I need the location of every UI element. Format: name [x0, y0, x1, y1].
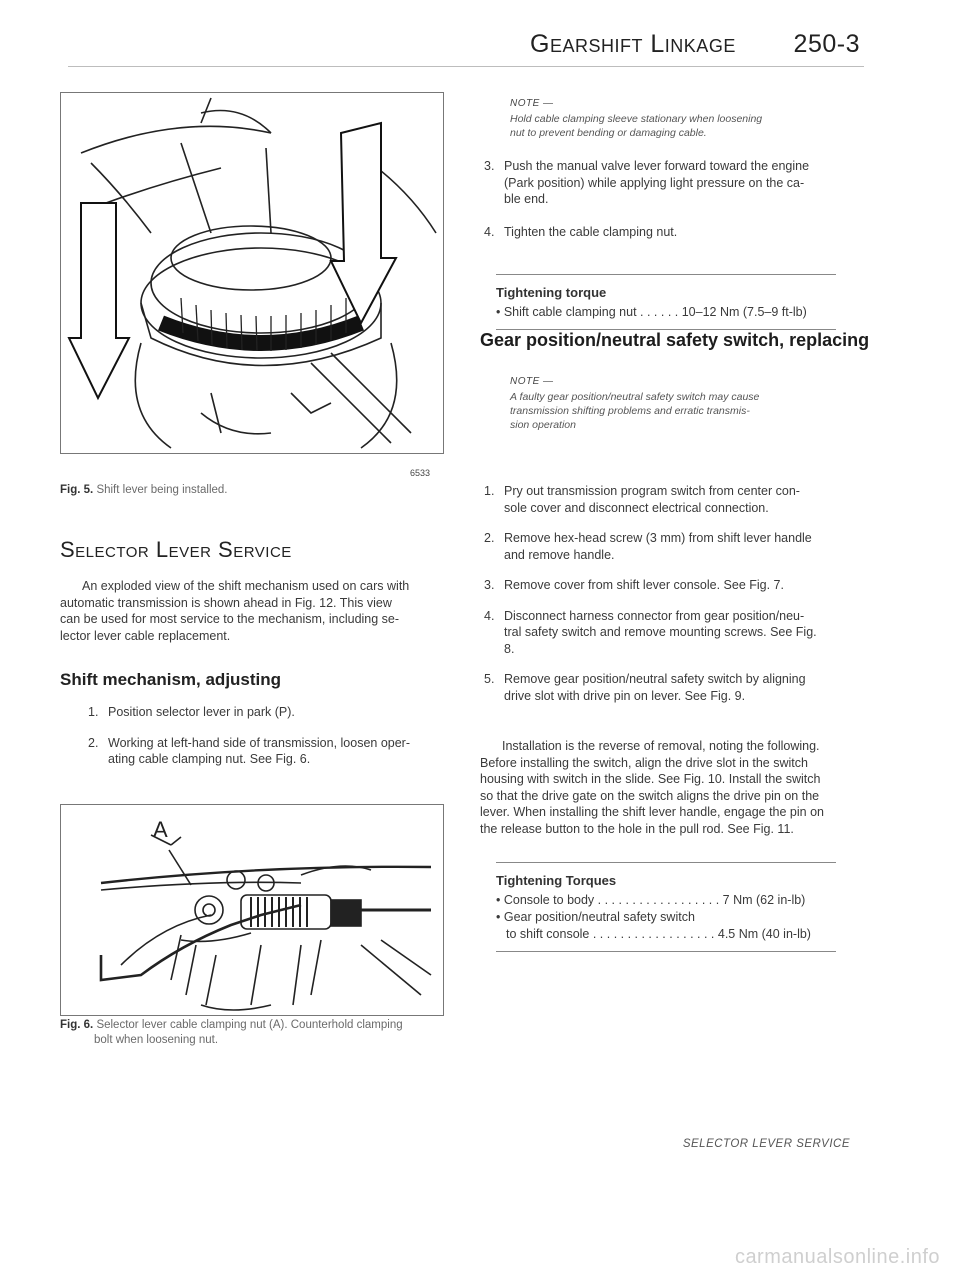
note-line-2: nut to prevent bending or damaging cable. [510, 127, 707, 139]
install-line-4: so that the drive gate on the switch aligns the drive pin on the [480, 788, 820, 803]
figure-5-label: Fig. 5. [60, 484, 94, 496]
torque-spec-2-row-1: • Console to body . . . . . . . . . . . . . . . . . . 7 Nm (62 in-lb) [496, 893, 806, 907]
step-text: Push the manual valve lever forward toward the engine [504, 159, 810, 173]
torque-spec-1-row: • Shift cable clamping nut . . . . . . 10–12 Nm (7.5–9 ft-lb) [496, 305, 807, 319]
adjusting-title: Shift mechanism, adjusting [60, 670, 282, 689]
switch-note-line-1: A faulty gear position/neutral safety switch may cause [510, 391, 760, 403]
list-item [484, 483, 856, 516]
step-number: 2. [88, 735, 99, 750]
page-footer: SELECTOR LEVER SERVICE [682, 1138, 850, 1150]
figure-6-caption-line-2: bolt when loosening nut. [94, 1034, 219, 1046]
page-number: 250-3 [793, 30, 860, 58]
step-number: 5. [484, 672, 495, 686]
step-number: 4. [484, 608, 495, 623]
install-line-2: Before installing the switch, align the drive slot in the switch [480, 755, 808, 770]
step-number: 1. [484, 484, 495, 498]
torque-spec-1 [496, 274, 836, 330]
step-text: Remove cover from shift lever console. See Fig. 7. [504, 578, 784, 592]
figure-6-caption [60, 1018, 450, 1048]
step-text-cont: sole cover and disconnect electrical connection. [504, 500, 769, 515]
step-text-cont: 8. [504, 641, 515, 656]
figure-5-drawing [61, 93, 443, 453]
right-steps [484, 158, 854, 250]
figure-5-caption-text: Shift lever being installed. [96, 484, 228, 496]
step-text-cont: drive slot with drive pin on lever. See Fig. 9. [504, 688, 746, 703]
step-text: Tighten the cable clamping nut. [504, 224, 678, 239]
switch-steps [484, 483, 856, 714]
intro-line-4: lector lever cable replacement. [60, 628, 231, 643]
figure-5-number: 6533 [410, 468, 431, 478]
installation-paragraph [480, 738, 850, 837]
list-item [484, 530, 856, 563]
switch-note-line-2: transmission shifting problems and erratic transmis- [510, 405, 750, 417]
watermark: carmanualsonline.info [734, 1246, 940, 1268]
step-text-cont: tral safety switch and remove mounting screws. See Fig. [504, 625, 817, 639]
figure-5-illustration [60, 92, 444, 454]
step-text: Disconnect harness connector from gear position/neu- [504, 608, 805, 623]
step-text: Position selector lever in park (P). [108, 705, 295, 719]
install-line-1: Installation is the reverse of removal, noting the following. [502, 739, 820, 753]
intro-line-3: can be used for most service to the mechanism, including se- [60, 612, 400, 626]
step-text-cont: ble end. [504, 192, 549, 206]
note-text [510, 112, 762, 140]
section-title: Selector Lever Service [60, 537, 292, 562]
list-item [484, 224, 854, 241]
torque-spec-2-row-3: to shift console . . . . . . . . . . . . . . . . . . 4.5 Nm (40 in-lb) [506, 927, 811, 941]
adjusting-steps [88, 704, 443, 778]
torque-spec-2 [496, 862, 836, 952]
list-item [484, 158, 854, 208]
step-text-cont: and remove handle. [504, 547, 615, 562]
list-item [88, 735, 443, 768]
intro-line-1: An exploded view of the shift mechanism used on cars with [82, 579, 410, 593]
step-text: Pry out transmission program switch from center con- [504, 484, 800, 498]
step-number: 4. [484, 224, 495, 239]
step-number: 3. [484, 159, 495, 173]
figure-6-drawing [61, 805, 443, 1015]
step-number: 3. [484, 578, 495, 592]
list-item [484, 671, 856, 704]
step-text-cont: ating cable clamping nut. See Fig. 6. [108, 752, 311, 766]
switch-note-label: NOTE — [510, 376, 554, 387]
header-rule [68, 66, 864, 67]
torque-spec-2-title: Tightening Torques [496, 873, 617, 888]
torque-spec-2-row-2: • Gear position/neutral safety switch [496, 910, 695, 924]
install-line-6: the release button to the hole in the pull rod. See Fig. 11. [480, 821, 794, 836]
list-item [484, 608, 856, 658]
switch-note-text [510, 390, 759, 432]
header-title: Gearshift Linkage [530, 30, 736, 58]
switch-section-title: Gear position/neutral safety switch, replacing [480, 330, 870, 350]
list-item [484, 577, 856, 594]
figure-5-caption [60, 483, 228, 498]
figure-6-illustration [60, 804, 444, 1016]
note-label: NOTE — [510, 98, 554, 109]
step-text: Working at left-hand side of transmission, loosen oper- [108, 735, 411, 750]
torque-spec-1-title: Tightening torque [496, 285, 607, 300]
step-text: Remove hex-head screw (3 mm) from shift lever handle [504, 531, 812, 545]
step-number: 1. [88, 705, 99, 719]
figure-6-label: Fig. 6. [60, 1019, 94, 1031]
list-item [88, 704, 443, 721]
figure-6-caption-line-1: Selector lever cable clamping nut (A). Counterhold clamping [96, 1019, 403, 1031]
step-text-cont: (Park position) while applying light pressure on the ca- [504, 175, 805, 190]
section-intro [60, 578, 442, 644]
step-number: 2. [484, 531, 495, 545]
page-header [530, 30, 860, 59]
step-text: Remove gear position/neutral safety switch by aligning [504, 672, 806, 686]
install-line-5: lever. When installing the shift lever handle, engage the pin on [480, 805, 824, 819]
figure-6-callout: A [153, 817, 168, 842]
switch-note-line-3: sion operation [510, 419, 576, 431]
note-line-1: Hold cable clamping sleeve stationary when loosening [510, 113, 763, 125]
intro-line-2: automatic transmission is shown ahead in Fig. 12. This view [60, 595, 392, 610]
install-line-3: housing with switch in the slide. See Fig. 10. Install the switch [480, 772, 821, 786]
